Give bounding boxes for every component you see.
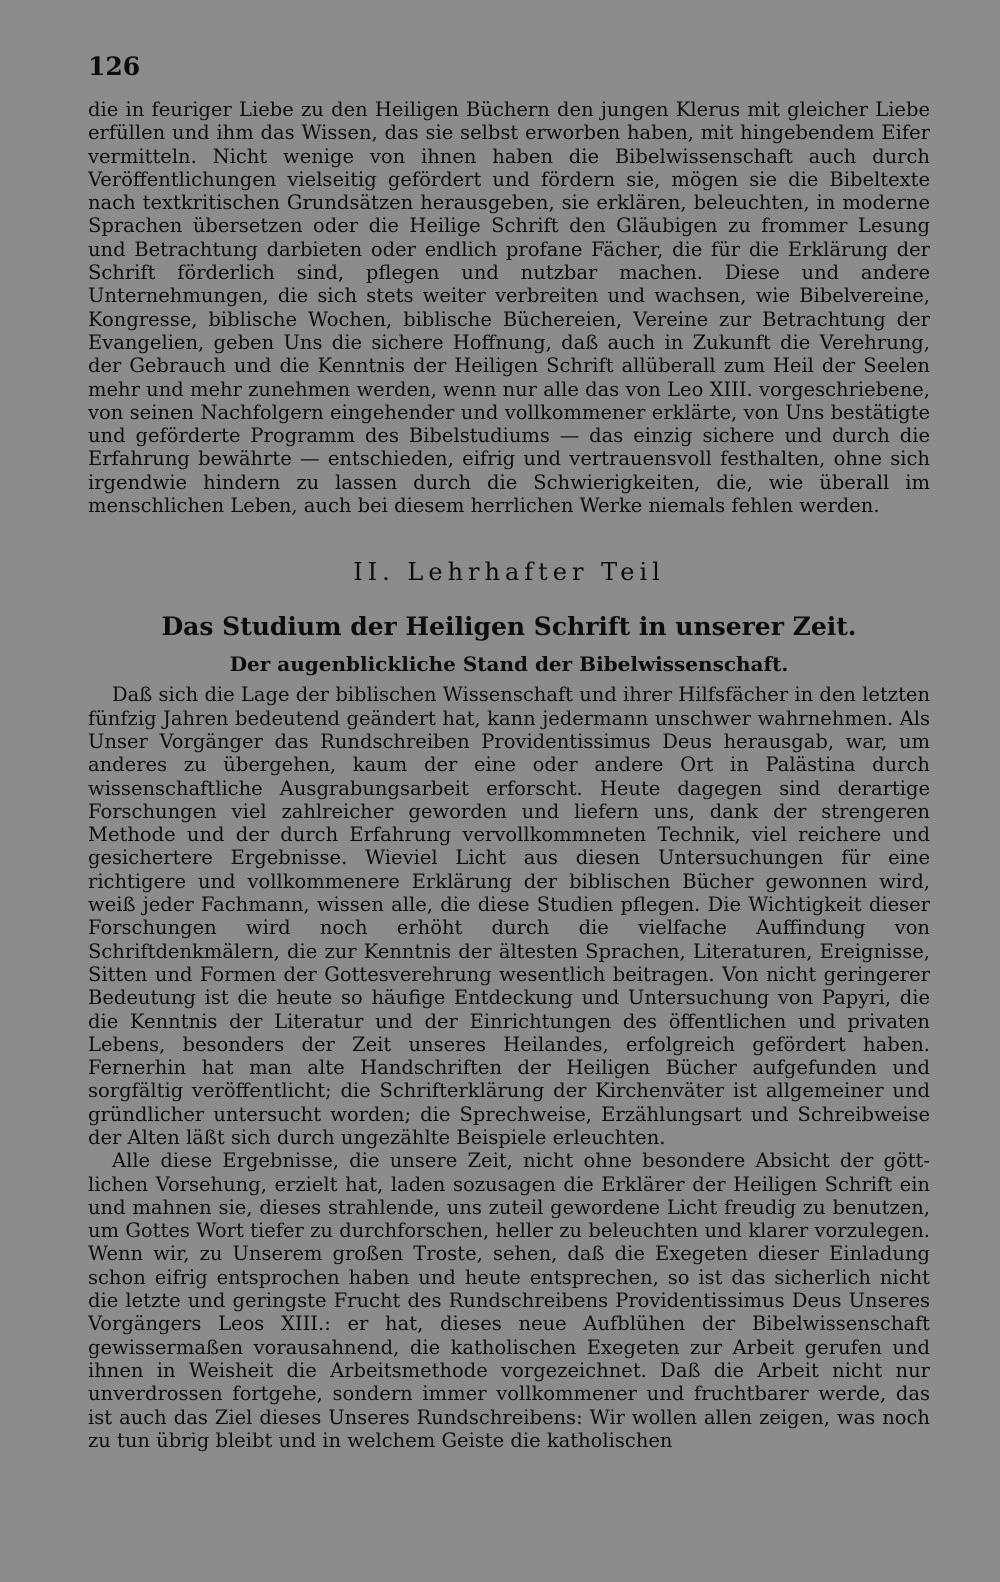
document-page <box>88 52 930 1552</box>
subsection-title: Der augenblickliche Stand der Bibelwissenschaft. <box>229 652 789 677</box>
body-paragraph: Alle diese Ergebnisse, die unsere Zeit, nicht ohne besondere Absicht der göttlichen Vorsehung, erzielt hat, laden sozusagen die Erklärer der Heiligen Schrift ein und mahnen sie, dieses strahlende, uns zuteil gewordene Licht freudig zu benutzen, um Gottes Wort tiefer zu durchforschen, heller zu beleuchten und klarer vorzulegen. Wenn wir, zu Unserem großen Troste, sehen, daß die Exegeten dieser Einladung schon eifrig entsprochen haben und heute entsprechen, so ist das sicherlich nicht die letzte und geringste Frucht des Rundschreibens Providentissimus Deus Unseres Vorgängers Leos XIII.: er hat, dieses neue Aufblühen der Bibelwissenschaft gewissermaßen vorausahnend, die katholischen Exegeten zur Arbeit gerufen und ihnen in Weisheit die Arbeitsmethode vorgezeichnet. Daß die Arbeit nicht nur unverdrossen fortgehe, sondern immer vollkommener und fruchtbarer werde, das ist auch das Ziel dieses Unseres Rundschreibens: Wir wollen allen zeigen, was noch zu tun übrig bleibt und in welchem Geiste die katholischen <box>88 1149 930 1452</box>
part-heading: II. Lehrhafter Teil <box>353 558 665 587</box>
body-paragraph: Daß sich die Lage der biblischen Wissenschaft und ihrer Hilfsfächer in den letzten fünfzig Jahren bedeutend geändert hat, kann jedermann unschwer wahrnehmen. Als Unser Vorgänger das Rundschreiben Providentissimus Deus herausgab, war, um anderes zu übergehen, kaum der eine oder andere Ort in Palästina durch wissenschaftliche Ausgrabungsarbeit erforscht. Heute dagegen sind derartige Forschungen viel zahlreicher geworden und liefern uns, dank der strengeren Methode und der durch Erfahrung vervollkommneten Technik, viel reichere und gesichertere Ergebnisse. Wieviel Licht aus diesen Untersuchungen für eine richtigere und vollkommenere Erklärung der biblischen Bücher gewonnen wird, weiß jeder Fachmann, wissen alle, die diese Studien pflegen. Die Wichtigkeit dieser Forschungen wird noch erhöht durch die vielfache Auffindung von Schriftdenkmälern, die zur Kenntnis der ältesten Sprachen, Literaturen, Ereignisse, Sitten und Formen der Gottesverehrung wesentlich beitragen. Von nicht geringerer Bedeutung ist die heute so häufige Entdeckung und Untersuchung von Papyri, die die Kenntnis der Literatur und der Einrichtungen des öffentlichen und privaten Lebens, besonders der Zeit unseres Heilandes, erfolgreich gefördert haben. Fernerhin hat man alte Handschriften der Heiligen Bücher aufgefunden und sorgfältig veröffentlicht; die Schrifterklärung der Kirchenväter ist allgemeiner und gründlicher untersucht worden; die Sprechweise, Erzählungsart und Schreibweise der Alten läßt sich durch ungezählte Beispiele erleuchten. <box>88 683 930 1149</box>
page-number: 126 <box>88 52 141 81</box>
body-paragraph-continuation: die in feuriger Liebe zu den Heiligen Büchern den jungen Klerus mit gleicher Liebe erfüllen und ihm das Wissen, das sie selbst erworben haben, mit hingebendem Eifer vermitteln. Nicht wenige von ihnen haben die Bibelwissenschaft auch durch Veröffentlichungen vielseitig gefördert und fördern sie, mögen sie die Bibeltexte nach textkritischen Grundsätzen herausgeben, sie erklären, beleuchten, in moderne Sprachen übersetzen oder die Heilige Schrift den Gläubigen zu frommer Lesung und Betrachtung darbieten oder endlich profane Fächer, die für die Erklärung der Schrift förderlich sind, pflegen und nutzbar machen. Diese und andere Unternehmungen, die sich stets weiter verbreiten und wachsen, wie Bibelvereine, Kongresse, biblische Wochen, biblische Büchereien, Vereine zur Betrachtung der Evangelien, geben Uns die sichere Hoffnung, daß auch in Zukunft die Verehrung, der Gebrauch und die Kenntnis der Heiligen Schrift allüberall zum Heil der Seelen mehr und mehr zunehmen werden, wenn nur alle das von Leo XIII. vorgeschriebene, von seinen Nachfolgern eingehender und vollkommener erklärte, von Uns bestätigte und geförderte Programm des Bibelstudiums — das einzig sichere und durch die Erfahrung bewährte — entschieden, eifrig und vertrauensvoll festhalten, ohne sich irgendwie hindern zu lassen durch die Schwierigkeiten, die, wie überall im menschlichen Leben, auch bei diesem herrlichen Werke niemals fehlen werden. <box>88 98 930 518</box>
section-title: Das Studium der Heiligen Schrift in unserer Zeit. <box>161 612 857 642</box>
